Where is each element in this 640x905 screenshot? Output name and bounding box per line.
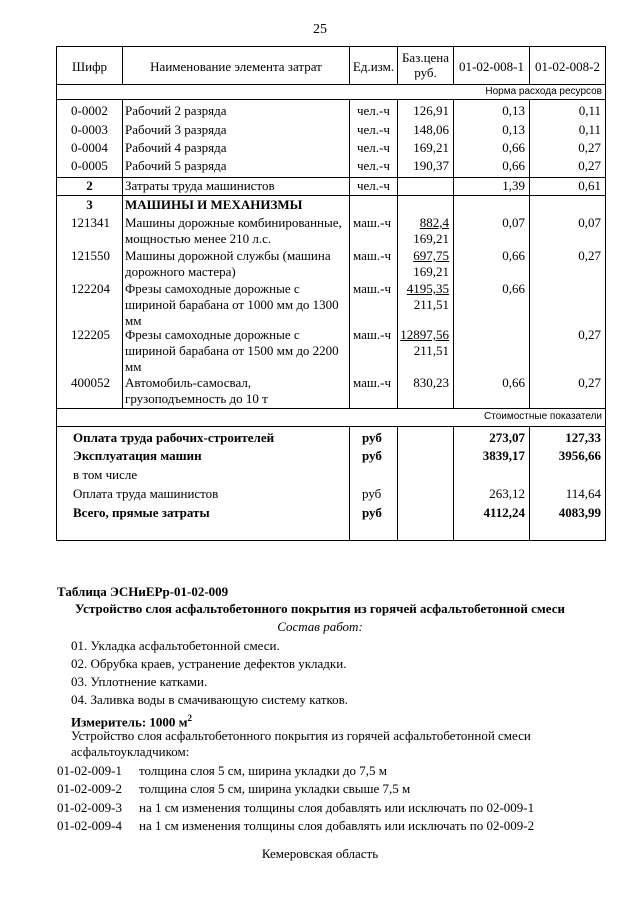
header-name: Наименование элемента затрат	[150, 59, 322, 74]
work-item: 01. Укладка асфальтобетонной смеси.	[71, 638, 280, 653]
header-unit: Ед.изм.	[352, 59, 395, 74]
item-text: на 1 см изменения толщины слоя добавлять или исключать по 02-009-1	[139, 800, 535, 815]
section-code: 3	[86, 197, 93, 212]
row-v1: 0,66	[502, 281, 525, 296]
row-price-secondary: 169,21	[413, 264, 449, 279]
row-price-secondary: 211,51	[413, 297, 449, 312]
cost-v1: 263,12	[489, 486, 525, 501]
row-name-line1: Автомобиль-самосвал,	[125, 375, 252, 390]
row-v2: 0,27	[578, 140, 601, 155]
header-price-line2: руб.	[414, 65, 437, 80]
row-v2: 0,27	[578, 327, 601, 342]
row-name-line2: дорожного мастера)	[125, 264, 236, 279]
cost-v1: 3839,17	[482, 448, 525, 463]
row-unit: маш.-ч	[353, 281, 392, 296]
cost-label: Всего, прямые затраты	[73, 505, 210, 520]
item-code: 01-02-009-4	[57, 818, 122, 833]
row-price: 148,06	[413, 122, 449, 137]
row-v2: 0,07	[578, 215, 601, 230]
row-price: 190,37	[413, 158, 449, 173]
meter-label: Измеритель: 1000 м	[71, 714, 188, 730]
cost-v1: 4112,24	[483, 505, 525, 520]
work-item: 03. Уплотнение катками.	[71, 674, 208, 689]
row-price: 12897,56	[400, 327, 449, 342]
row-name-line1: Машины дорожной службы (машина	[125, 248, 331, 263]
row-v1: 1,39	[502, 178, 525, 193]
item-text: толщина слоя 5 см, ширина укладки свыше 7,5 м	[139, 781, 411, 796]
item-code: 01-02-009-3	[57, 800, 122, 815]
row-price-secondary: 169,21	[413, 231, 449, 246]
row-v1: 0,66	[502, 158, 525, 173]
row-name: Рабочий 5 разряда	[125, 158, 227, 173]
section-heading: Устройство слоя асфальтобетонного покрытия из горячей асфальтобетонной смеси	[75, 601, 565, 616]
row-name: Рабочий 4 разряда	[125, 140, 227, 155]
row-name-line2: шириной барабана от 1500 мм до 2200	[125, 343, 339, 358]
row-unit: чел.-ч	[357, 103, 390, 118]
row-v1: 0,66	[502, 375, 525, 390]
norm-caption: Норма расхода ресурсов	[485, 86, 602, 97]
cost-v2: 4083,99	[558, 505, 601, 520]
header-col2: 01-02-008-2	[535, 59, 600, 74]
description-line2: асфальтоукладчиком:	[71, 744, 190, 759]
resource-table	[56, 46, 606, 541]
row-code: 122205	[71, 327, 110, 342]
item-code: 01-02-009-2	[57, 781, 122, 796]
row-code: 2	[86, 178, 93, 193]
row-code: 0-0003	[71, 122, 108, 137]
row-price: 697,75	[413, 248, 449, 263]
cost-v1: 273,07	[489, 430, 525, 445]
row-v2: 0,11	[578, 122, 601, 137]
row-v2: 0,27	[578, 248, 601, 263]
cost-label: в том числе	[73, 467, 138, 482]
row-price: 169,21	[413, 140, 449, 155]
row-name-line3: мм	[125, 313, 142, 328]
header-col1: 01-02-008-1	[459, 59, 524, 74]
item-text: на 1 см изменения толщины слоя добавлять или исключать по 02-009-2	[139, 818, 535, 833]
row-unit: чел.-ч	[357, 140, 390, 155]
row-code: 121550	[71, 248, 110, 263]
row-name: Затраты труда машинистов	[125, 178, 275, 193]
row-code: 400052	[71, 375, 110, 390]
cost-unit: руб	[362, 505, 382, 520]
meter-superscript: 2	[187, 713, 193, 723]
item-code: 01-02-009-1	[57, 763, 122, 778]
row-price: 830,23	[413, 375, 449, 390]
cost-unit: руб	[362, 486, 382, 501]
description-line1: Устройство слоя асфальтобетонного покрытия из горячей асфальтобетонной смеси	[71, 728, 531, 743]
row-unit: маш.-ч	[353, 327, 392, 342]
row-v1: 0,13	[502, 103, 525, 118]
section-title: МАШИНЫ И МЕХАНИЗМЫ	[125, 197, 303, 212]
cost-label: Эксплуатация машин	[73, 448, 202, 463]
row-price-secondary: 211,51	[413, 343, 449, 358]
row-v2: 0,27	[578, 375, 601, 390]
row-unit: чел.-ч	[357, 122, 390, 137]
row-v2: 0,11	[578, 103, 601, 118]
row-v2: 0,61	[578, 178, 601, 193]
cost-label: Оплата труда рабочих-строителей	[73, 430, 275, 445]
row-name: Рабочий 2 разряда	[125, 103, 227, 118]
row-name-line2: шириной барабана от 1000 мм до 1300	[125, 297, 339, 312]
row-code: 122204	[71, 281, 110, 296]
row-name-line2: мощностью менее 210 л.с.	[125, 231, 272, 246]
row-name: Рабочий 3 разряда	[125, 122, 227, 137]
cost-label: Оплата труда машинистов	[73, 486, 219, 501]
row-v1: 0,07	[502, 215, 525, 230]
row-code: 121341	[71, 215, 110, 230]
row-price: 4195,35	[406, 281, 449, 296]
row-unit: чел.-ч	[357, 158, 390, 173]
header-price-line1: Баз.цена	[401, 50, 450, 65]
row-name-line1: Фрезы самоходные дорожные с	[125, 281, 300, 296]
cost-v2: 114,64	[565, 486, 601, 501]
row-unit: чел.-ч	[357, 178, 390, 193]
works-title: Состав работ:	[277, 619, 363, 634]
row-code: 0-0005	[71, 158, 108, 173]
row-price: 882,4	[419, 215, 449, 230]
cost-unit: руб	[362, 448, 382, 463]
table-title: Таблица ЭСНиЕРр-01-02-009	[57, 584, 229, 599]
cost-unit: руб	[362, 430, 382, 445]
page-number: 25	[313, 22, 327, 37]
row-name-line2: грузоподъемность до 10 т	[125, 391, 268, 406]
header-code: Шифр	[72, 59, 107, 74]
work-item: 04. Заливка воды в смачивающую систему катков.	[71, 692, 349, 707]
row-v1: 0,13	[502, 122, 525, 137]
row-name-line1: Фрезы самоходные дорожные с	[125, 327, 300, 342]
row-v1: 0,66	[502, 140, 525, 155]
row-unit: маш.-ч	[353, 375, 392, 390]
row-v1: 0,66	[502, 248, 525, 263]
row-unit: маш.-ч	[353, 215, 392, 230]
item-text: толщина слоя 5 см, ширина укладки до 7,5 м	[139, 763, 387, 778]
row-v2: 0,27	[578, 158, 601, 173]
row-price: 126,91	[413, 103, 449, 118]
row-code: 0-0004	[71, 140, 108, 155]
footer: Кемеровская область	[261, 846, 379, 861]
cost-v2: 127,33	[565, 430, 601, 445]
row-name-line1: Машины дорожные комбинированные,	[125, 215, 342, 230]
cost-v2: 3956,66	[558, 448, 601, 463]
work-item: 02. Обрубка краев, устранение дефектов укладки.	[71, 656, 347, 671]
row-unit: маш.-ч	[353, 248, 392, 263]
row-code: 0-0002	[71, 103, 108, 118]
cost-caption: Стоимостные показатели	[484, 411, 602, 422]
row-name-line3: мм	[125, 359, 142, 374]
